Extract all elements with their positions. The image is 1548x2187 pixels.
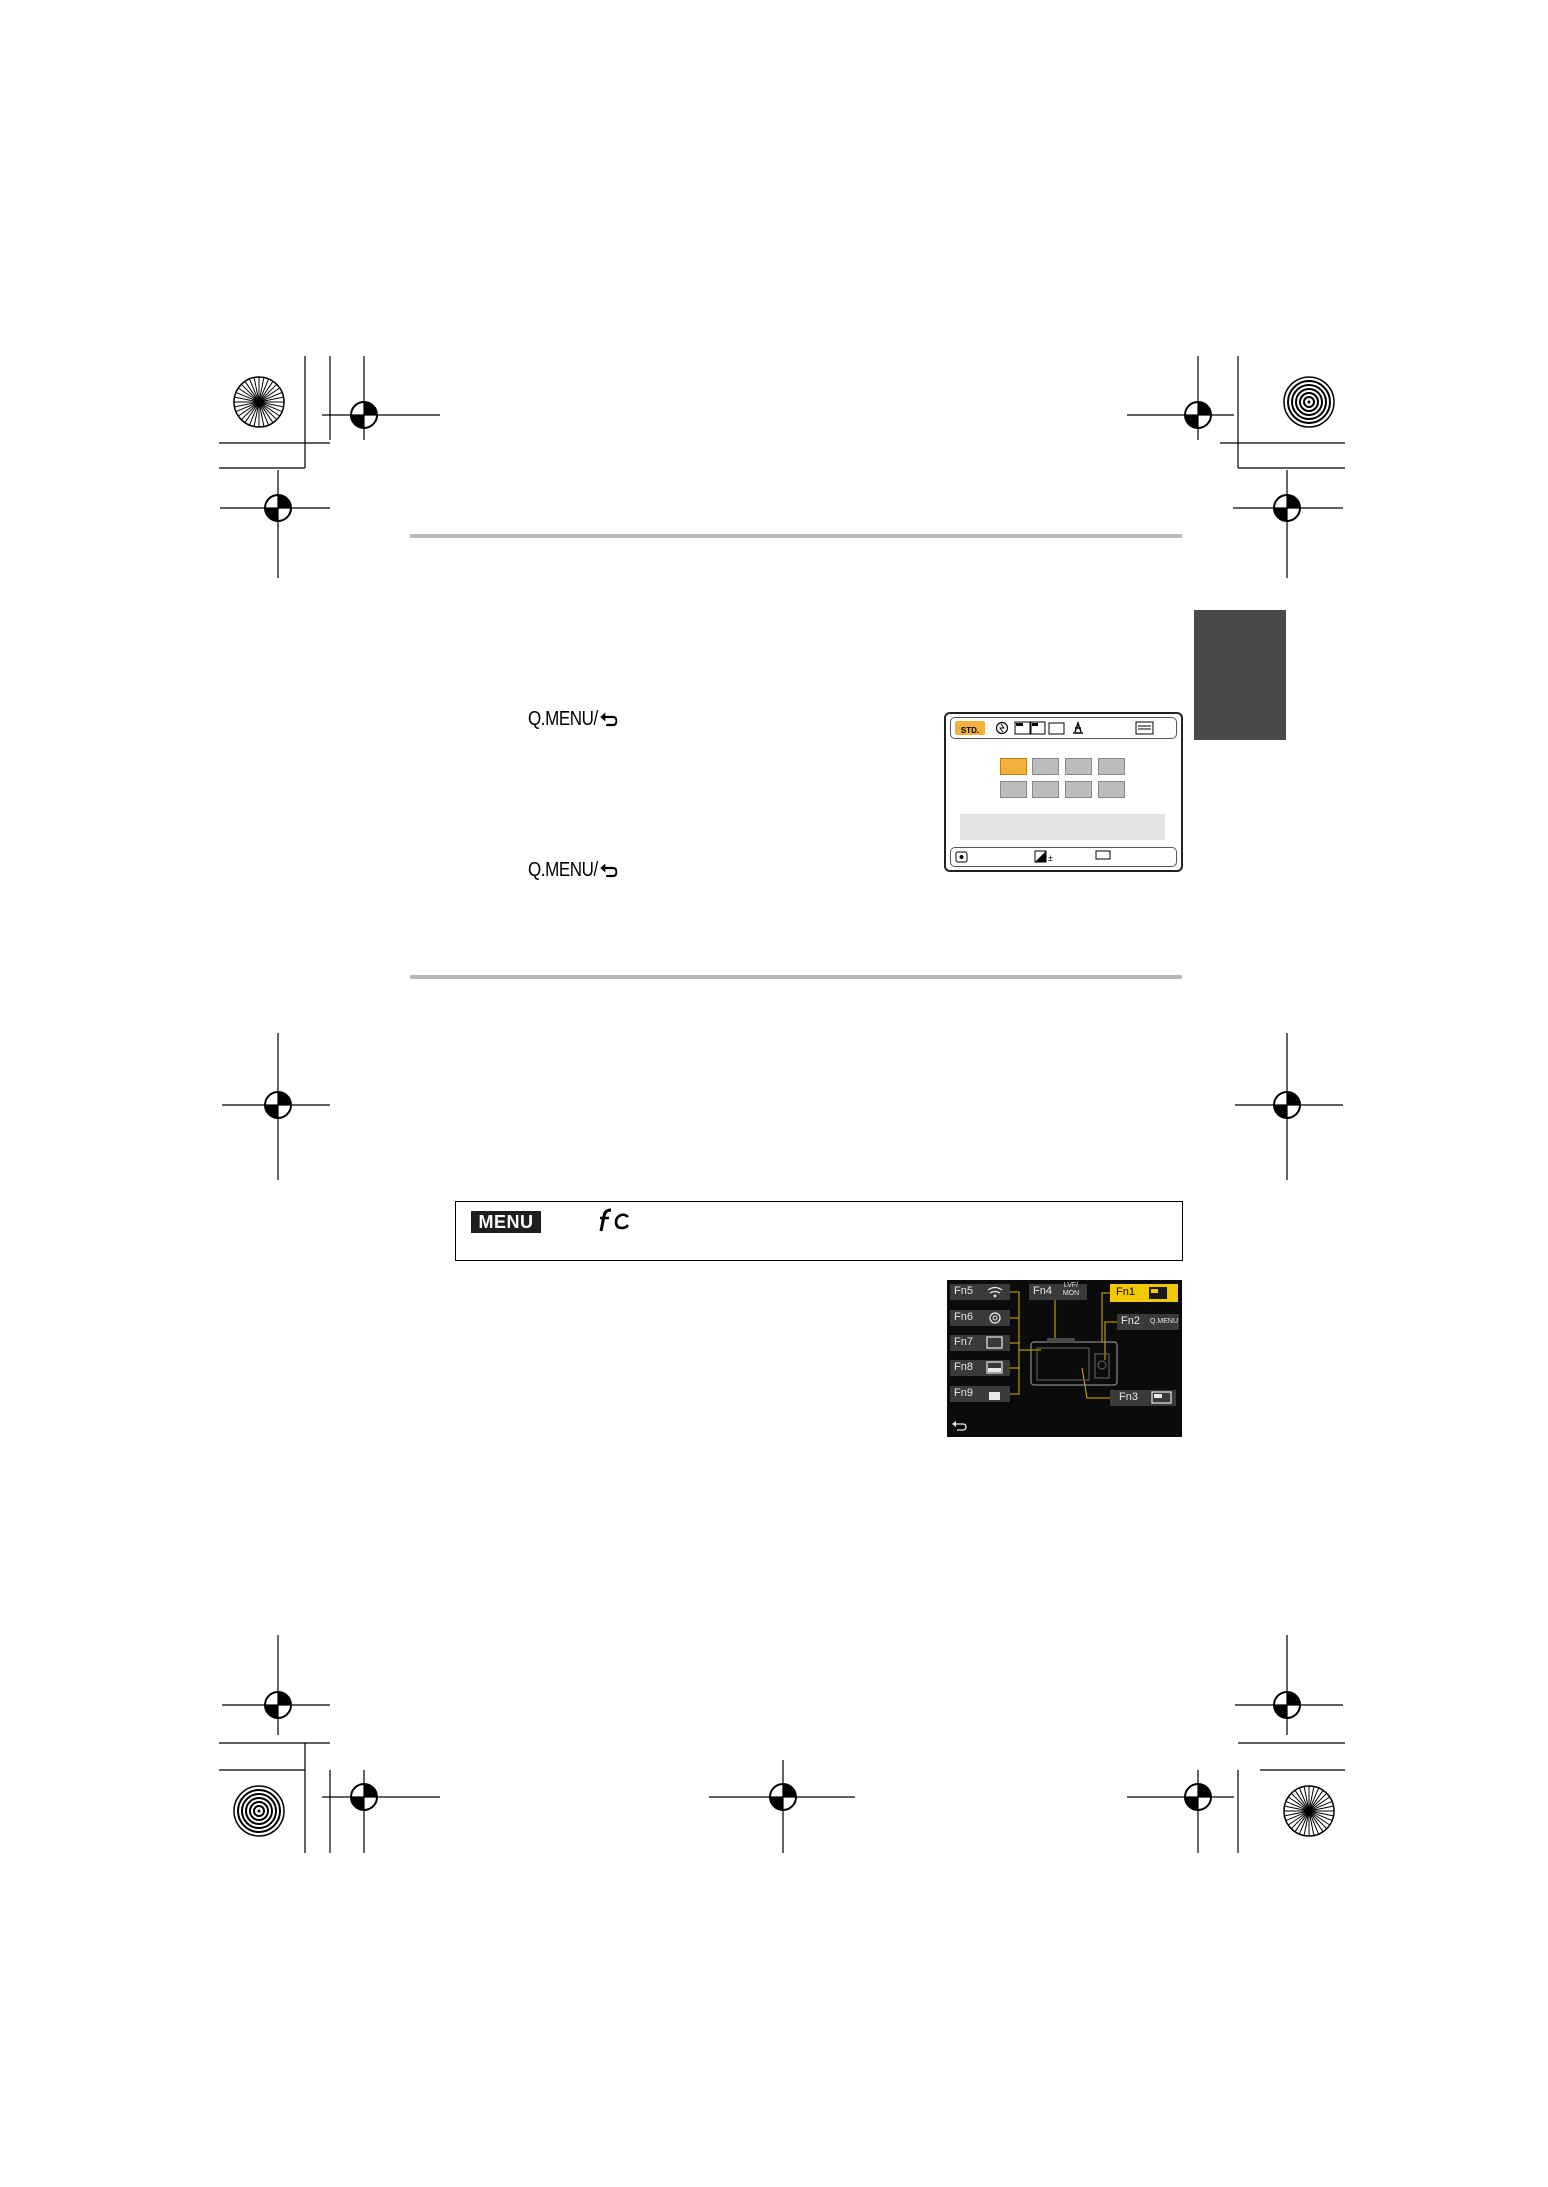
quick-menu-option[interactable] <box>1098 781 1125 798</box>
aspect-icon <box>1049 723 1064 734</box>
chapter-side-tab <box>1194 610 1286 740</box>
menu-badge: MENU <box>471 1211 541 1233</box>
return-icon <box>952 1421 966 1430</box>
quick-menu-option-selected[interactable] <box>1000 758 1027 775</box>
fn9-button[interactable]: Fn9 <box>954 1387 973 1399</box>
quick-menu-option[interactable] <box>1032 781 1059 798</box>
menu-icon <box>1136 722 1153 734</box>
motion-picture-icon <box>989 1392 1000 1400</box>
quick-menu-top-bar <box>950 717 1177 739</box>
quick-menu-top-icons <box>951 718 1178 740</box>
fn-button-diagram <box>947 1280 1182 1437</box>
quick-menu-bottom-bar <box>950 847 1177 867</box>
quick-menu-option[interactable] <box>1065 781 1092 798</box>
photo-style-chip[interactable]: STD. <box>955 721 985 735</box>
menu-path-box <box>455 1201 1183 1261</box>
fn4-button[interactable]: Fn4 <box>1033 1285 1052 1297</box>
fn1-button[interactable]: Fn1 <box>1113 1285 1138 1299</box>
quick-menu-option[interactable] <box>1032 758 1059 775</box>
fn6-button[interactable]: Fn6 <box>954 1311 973 1323</box>
fn3-button[interactable]: Fn3 <box>1119 1391 1138 1403</box>
qmenu-button-label-close <box>528 859 618 882</box>
quick-menu-option[interactable] <box>1098 758 1125 775</box>
qmenu-text: Q.MENU/ <box>528 859 598 881</box>
section-rule-middle <box>410 975 1182 979</box>
qmenu-button-label-open <box>528 708 618 731</box>
quick-menu-screen <box>944 712 1183 872</box>
quick-menu-bottom-icons <box>951 848 1178 868</box>
af-mode-icon <box>1073 723 1083 733</box>
quick-menu-option[interactable] <box>1065 758 1092 775</box>
fn4-value: LVF/ MON <box>1062 1282 1080 1297</box>
quick-menu-option[interactable] <box>1000 781 1027 798</box>
section-rule-top <box>410 534 1182 538</box>
return-arrow-icon <box>599 862 618 880</box>
fn5-button[interactable]: Fn5 <box>954 1285 973 1297</box>
fn2-value: Q.MENU <box>1150 1318 1178 1325</box>
return-arrow-icon <box>599 711 618 729</box>
fn-button-screen <box>947 1280 1182 1437</box>
fn7-button[interactable]: Fn7 <box>954 1336 973 1348</box>
fn8-button[interactable]: Fn8 <box>954 1361 973 1373</box>
custom-menu-icon <box>596 1207 636 1235</box>
qmenu-text: Q.MENU/ <box>528 708 598 730</box>
quick-menu-description-area <box>960 814 1165 840</box>
fn2-button[interactable]: Fn2 <box>1121 1315 1140 1327</box>
iso-icon <box>1096 851 1110 859</box>
svg-text:±: ± <box>1048 853 1053 863</box>
